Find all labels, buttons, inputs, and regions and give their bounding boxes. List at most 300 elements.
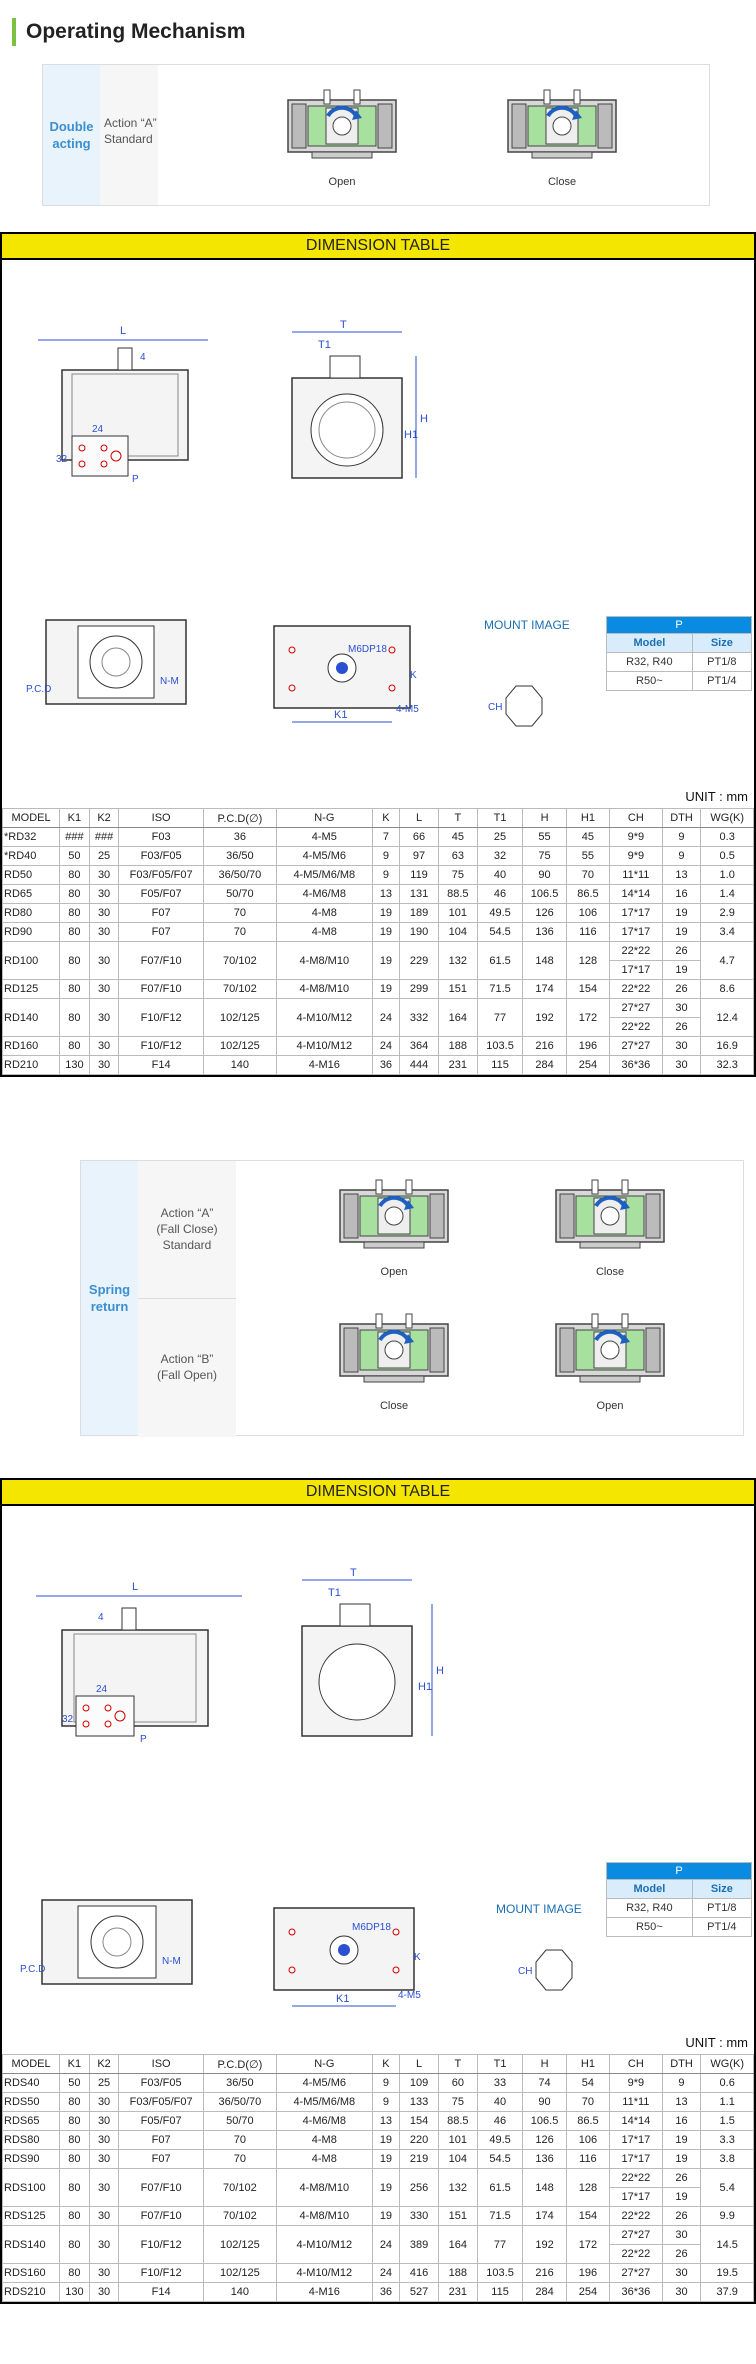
table-cell: 75 <box>523 847 566 866</box>
table-cell: 45 <box>566 828 609 847</box>
table-cell: 9*9 <box>610 847 663 866</box>
table-row <box>3 2207 754 2226</box>
table-cell: 16.9 <box>701 1037 754 1056</box>
column-header: T1 <box>477 809 523 828</box>
port-table-cell: R32, R40 <box>607 653 693 672</box>
table-cell: 30 <box>662 1056 701 1075</box>
table-cell: 30 <box>89 1037 119 1056</box>
table-cell: 19 <box>372 980 399 999</box>
table-cell: 86.5 <box>566 2112 609 2131</box>
table-cell: 19 <box>662 961 701 980</box>
table-cell: 30 <box>89 2226 119 2264</box>
table-row <box>3 2169 754 2188</box>
table-row <box>3 2074 754 2093</box>
column-header: P.C.D(∅) <box>203 2055 276 2074</box>
table-cell: 19 <box>662 2188 701 2207</box>
table-cell: 106.5 <box>523 2112 566 2131</box>
port-table-col-model: Model <box>607 1880 693 1899</box>
table-cell: 36/50 <box>203 847 276 866</box>
table-cell: 45 <box>438 828 477 847</box>
table-cell: 154 <box>566 980 609 999</box>
table-cell: 192 <box>523 999 566 1037</box>
table-cell: 444 <box>400 1056 439 1075</box>
table-cell: F10/F12 <box>119 2226 203 2264</box>
table-cell: F10/F12 <box>119 999 203 1037</box>
table-cell: F03/F05/F07 <box>119 866 203 885</box>
table-cell: 101 <box>438 904 477 923</box>
table-cell: 164 <box>438 999 477 1037</box>
table-cell: 80 <box>60 2093 90 2112</box>
table-cell: 126 <box>523 2131 566 2150</box>
table-cell: 13 <box>662 2093 701 2112</box>
table-cell: 254 <box>566 2283 609 2302</box>
table-cell: 19 <box>372 942 399 980</box>
mount-image-label: MOUNT IMAGE <box>496 1902 582 1916</box>
dim-M5: 4-M5 <box>396 704 419 715</box>
rds-spec-table <box>2 2054 754 2302</box>
table-cell: 71.5 <box>477 980 523 999</box>
model-cell: RDS65 <box>3 2112 60 2131</box>
table-cell: 24 <box>372 999 399 1037</box>
column-header: T <box>438 809 477 828</box>
column-header: L <box>400 2055 439 2074</box>
table-cell: 4-M5/M6 <box>276 2074 372 2093</box>
table-cell: 80 <box>60 980 90 999</box>
column-header: K2 <box>89 809 119 828</box>
table-cell: F10/F12 <box>119 1037 203 1056</box>
table-cell: 5.4 <box>701 2169 754 2207</box>
table-cell: 416 <box>400 2264 439 2283</box>
table-cell: 86.5 <box>566 885 609 904</box>
table-cell: F07/F10 <box>119 2207 203 2226</box>
dim-H: H <box>436 1665 444 1677</box>
table-cell: 151 <box>438 2207 477 2226</box>
table-cell: 188 <box>438 1037 477 1056</box>
table-cell: 36/50 <box>203 2074 276 2093</box>
table-cell: 75 <box>438 2093 477 2112</box>
table-cell: 4-M10/M12 <box>276 1037 372 1056</box>
open-caption: Open <box>380 1266 408 1278</box>
actuator-icon <box>502 86 622 170</box>
table-cell: 26 <box>662 1018 701 1037</box>
model-cell: RD125 <box>3 980 60 999</box>
table-cell: 284 <box>523 1056 566 1075</box>
table-cell: 3.8 <box>701 2150 754 2169</box>
column-header: CH <box>610 2055 663 2074</box>
dim-H1: H1 <box>418 1681 433 1693</box>
dim-K1: K1 <box>334 709 348 721</box>
table-cell: 17*17 <box>610 923 663 942</box>
spring-return-label: Spring return <box>81 1161 138 1435</box>
table-cell: 2.9 <box>701 904 754 923</box>
table-cell: 26 <box>662 2207 701 2226</box>
table-cell: 104 <box>438 923 477 942</box>
table-cell: 13 <box>372 885 399 904</box>
unit-label: UNIT : mm <box>685 789 748 804</box>
table-row <box>3 828 754 847</box>
table-cell: 284 <box>523 2283 566 2302</box>
table-cell: 22*22 <box>610 2245 663 2264</box>
dimension-table-title: DIMENSION TABLE <box>2 234 754 260</box>
table-cell: 4-M10/M12 <box>276 2226 372 2264</box>
port-table-cell: PT1/8 <box>692 1899 751 1918</box>
table-cell: 101 <box>438 2131 477 2150</box>
table-cell: 1.1 <box>701 2093 754 2112</box>
table-cell: 106 <box>566 2131 609 2150</box>
column-header: H <box>523 809 566 828</box>
dim-24: 24 <box>96 1684 108 1695</box>
table-cell: 61.5 <box>477 942 523 980</box>
model-cell: RD65 <box>3 885 60 904</box>
table-row <box>3 2112 754 2131</box>
dim-CH: CH <box>488 702 503 713</box>
table-cell: 133 <box>400 2093 439 2112</box>
table-cell: 4-M8/M10 <box>276 980 372 999</box>
table-cell: 9*9 <box>610 2074 663 2093</box>
table-cell: 389 <box>400 2226 439 2264</box>
spring-b-open-figure <box>550 1310 670 1412</box>
port-table-header: P <box>607 1863 752 1880</box>
column-header: H <box>523 2055 566 2074</box>
table-row <box>3 1056 754 1075</box>
column-header: ISO <box>119 2055 203 2074</box>
actuator-icon <box>334 1310 454 1394</box>
column-header: MODEL <box>3 809 60 828</box>
action-a-description <box>138 1161 236 1299</box>
table-cell: 80 <box>60 2131 90 2150</box>
table-cell: 192 <box>523 2226 566 2264</box>
table-cell: 80 <box>60 2264 90 2283</box>
table-cell: 33 <box>477 2074 523 2093</box>
table-cell: 80 <box>60 2169 90 2207</box>
table-cell: 527 <box>400 2283 439 2302</box>
table-cell: 80 <box>60 885 90 904</box>
table-cell: 80 <box>60 999 90 1037</box>
table-cell: 63 <box>438 847 477 866</box>
dim-4: 4 <box>98 1612 104 1623</box>
table-cell: 102/125 <box>203 2226 276 2264</box>
table-cell: 22*22 <box>610 942 663 961</box>
table-cell: F05/F07 <box>119 885 203 904</box>
column-header: K1 <box>60 809 90 828</box>
table-cell: 90 <box>523 2093 566 2112</box>
standard-line: Standard <box>104 132 153 146</box>
table-cell: 136 <box>523 923 566 942</box>
rd-spec-table <box>2 808 754 1075</box>
table-cell: 36 <box>372 1056 399 1075</box>
dim-pcd: P.C.D <box>26 684 52 695</box>
table-cell: 16 <box>662 2112 701 2131</box>
actuator-icon <box>334 1176 454 1260</box>
table-cell: 30 <box>662 999 701 1018</box>
port-table-cell: R32, R40 <box>607 1899 693 1918</box>
table-cell: 54.5 <box>477 923 523 942</box>
table-cell: 115 <box>477 2283 523 2302</box>
dim-M6: M6DP18 <box>352 1922 391 1933</box>
port-table-cell: R50~ <box>607 1918 693 1937</box>
table-cell: 3.4 <box>701 923 754 942</box>
port-P: P <box>132 474 139 485</box>
table-cell: 14*14 <box>610 2112 663 2131</box>
table-cell: 4-M5/M6/M8 <box>276 866 372 885</box>
port-table-col-size: Size <box>692 634 751 653</box>
table-cell: 106.5 <box>523 885 566 904</box>
table-cell: 24 <box>372 1037 399 1056</box>
table-cell: 172 <box>566 2226 609 2264</box>
table-cell: 22*22 <box>610 2169 663 2188</box>
table-cell: 30 <box>89 2264 119 2283</box>
table-cell: F03/F05 <box>119 2074 203 2093</box>
table-cell: 4-M10/M12 <box>276 999 372 1037</box>
table-cell: 106 <box>566 904 609 923</box>
technical-drawing <box>2 1506 754 2054</box>
column-header: N-G <box>276 2055 372 2074</box>
fall-close-line: (Fall Close) <box>156 1222 218 1236</box>
table-cell: 30 <box>89 866 119 885</box>
table-row <box>3 923 754 942</box>
close-caption: Close <box>595 1266 625 1278</box>
table-cell: 9.9 <box>701 2207 754 2226</box>
table-cell: 119 <box>400 866 439 885</box>
column-header: T <box>438 2055 477 2074</box>
table-cell: 26 <box>662 2169 701 2188</box>
model-cell: RDS80 <box>3 2131 60 2150</box>
model-cell: RDS50 <box>3 2093 60 2112</box>
table-cell: 30 <box>89 2093 119 2112</box>
table-cell: 30 <box>89 904 119 923</box>
table-cell: 77 <box>477 999 523 1037</box>
table-cell: 1.5 <box>701 2112 754 2131</box>
table-cell: 14.5 <box>701 2226 754 2264</box>
model-cell: RD80 <box>3 904 60 923</box>
table-cell: 0.6 <box>701 2074 754 2093</box>
column-header: T1 <box>477 2055 523 2074</box>
column-header: P.C.D(∅) <box>203 809 276 828</box>
table-row <box>3 847 754 866</box>
table-cell: 80 <box>60 923 90 942</box>
table-cell: F07/F10 <box>119 2169 203 2207</box>
table-cell: 4-M5/M6/M8 <box>276 2093 372 2112</box>
action-a-line: Action “A” <box>160 1206 214 1220</box>
table-cell: 4-M6/M8 <box>276 885 372 904</box>
table-cell: 1.0 <box>701 866 754 885</box>
dimension-table-rd <box>0 232 756 1077</box>
table-row <box>3 2093 754 2112</box>
table-cell: 19 <box>662 2150 701 2169</box>
port-table-cell: R50~ <box>607 672 693 691</box>
column-header: MODEL <box>3 2055 60 2074</box>
table-cell: 254 <box>566 1056 609 1075</box>
table-cell: 80 <box>60 2150 90 2169</box>
table-cell: 30 <box>89 942 119 980</box>
table-cell: 27*27 <box>610 2264 663 2283</box>
table-cell: 50 <box>60 847 90 866</box>
dim-4: 4 <box>140 352 146 363</box>
dim-pcd: P.C.D <box>20 1964 46 1975</box>
table-cell: 364 <box>400 1037 439 1056</box>
table-cell: 104 <box>438 2150 477 2169</box>
table-cell: 70 <box>203 2131 276 2150</box>
port-table-col-model: Model <box>607 634 693 653</box>
table-cell: 1.4 <box>701 885 754 904</box>
table-cell: 4-M8/M10 <box>276 2169 372 2207</box>
table-cell: 140 <box>203 1056 276 1075</box>
table-cell: 66 <box>400 828 439 847</box>
mount-image-label: MOUNT IMAGE <box>484 618 570 632</box>
unit-label: UNIT : mm <box>685 2035 748 2050</box>
dim-32: 32 <box>56 454 68 465</box>
table-cell: 80 <box>60 866 90 885</box>
table-cell: 172 <box>566 999 609 1037</box>
dimension-drawings <box>2 1506 754 2054</box>
table-cell: 54.5 <box>477 2150 523 2169</box>
table-cell: 216 <box>523 2264 566 2283</box>
table-cell: 174 <box>523 2207 566 2226</box>
spring-a-close-figure <box>550 1176 670 1278</box>
table-cell: 70/102 <box>203 980 276 999</box>
port-size-table <box>606 616 752 691</box>
column-header: L <box>400 809 439 828</box>
table-cell: 30 <box>662 2226 701 2245</box>
fall-open-line: (Fall Open) <box>156 1368 218 1382</box>
dimension-table-rds <box>0 1478 756 2304</box>
action-a-line: Action “A” <box>104 116 157 130</box>
model-cell: RD100 <box>3 942 60 980</box>
table-cell: 154 <box>400 2112 439 2131</box>
table-cell: 9 <box>372 866 399 885</box>
table-cell: 36*36 <box>610 2283 663 2302</box>
table-cell: 4-M5 <box>276 828 372 847</box>
dim-nm: N-M <box>162 1956 181 1967</box>
table-cell: 19.5 <box>701 2264 754 2283</box>
table-cell: 9 <box>662 828 701 847</box>
table-cell: 37.9 <box>701 2283 754 2302</box>
table-row <box>3 999 754 1018</box>
table-cell: 24 <box>372 2264 399 2283</box>
table-cell: 116 <box>566 923 609 942</box>
table-cell: 46 <box>477 885 523 904</box>
table-cell: 25 <box>89 2074 119 2093</box>
table-cell: 71.5 <box>477 2207 523 2226</box>
table-cell: 4-M8/M10 <box>276 2207 372 2226</box>
table-cell: 40 <box>477 2093 523 2112</box>
table-cell: 11*11 <box>610 2093 663 2112</box>
column-header: ISO <box>119 809 203 828</box>
column-header: N-G <box>276 809 372 828</box>
table-cell: 30 <box>89 1056 119 1075</box>
table-cell: 131 <box>400 885 439 904</box>
table-cell: 219 <box>400 2150 439 2169</box>
table-cell: 13 <box>372 2112 399 2131</box>
table-cell: 74 <box>523 2074 566 2093</box>
action-b-line: Action “B” <box>160 1352 214 1366</box>
table-cell: 330 <box>400 2207 439 2226</box>
table-cell: 231 <box>438 1056 477 1075</box>
table-cell: 4-M8 <box>276 2131 372 2150</box>
table-cell: 30 <box>89 923 119 942</box>
table-cell: 4-M16 <box>276 1056 372 1075</box>
table-cell: 9 <box>372 2093 399 2112</box>
spring-b-close-figure <box>334 1310 454 1412</box>
table-cell: 24 <box>372 2226 399 2264</box>
table-cell: 229 <box>400 942 439 980</box>
table-cell: 216 <box>523 1037 566 1056</box>
model-cell: *RD32 <box>3 828 60 847</box>
table-row <box>3 942 754 961</box>
table-cell: 30 <box>89 2283 119 2302</box>
table-cell: 26 <box>662 942 701 961</box>
table-cell: 3.3 <box>701 2131 754 2150</box>
table-cell: 136 <box>523 2150 566 2169</box>
table-cell: 11*11 <box>610 866 663 885</box>
table-cell: 30 <box>662 2264 701 2283</box>
table-cell: 256 <box>400 2169 439 2207</box>
model-cell: RDS210 <box>3 2283 60 2302</box>
table-row <box>3 1037 754 1056</box>
table-cell: 4-M10/M12 <box>276 2264 372 2283</box>
table-row <box>3 2264 754 2283</box>
table-cell: 19 <box>662 923 701 942</box>
actuator-close-figure <box>502 86 622 188</box>
model-cell: RDS40 <box>3 2074 60 2093</box>
table-cell: 19 <box>662 2131 701 2150</box>
table-cell: 70/102 <box>203 2169 276 2207</box>
open-caption: Open <box>328 176 356 188</box>
table-row <box>3 866 754 885</box>
table-cell: 30 <box>89 980 119 999</box>
table-row <box>3 2131 754 2150</box>
model-cell: *RD40 <box>3 847 60 866</box>
port-size-table <box>606 1862 752 1937</box>
table-cell: 4-M5/M6 <box>276 847 372 866</box>
table-cell: 32 <box>477 847 523 866</box>
table-cell: 49.5 <box>477 2131 523 2150</box>
dim-nm: N-M <box>160 676 179 687</box>
table-cell: 0.3 <box>701 828 754 847</box>
page-title: Operating Mechanism <box>12 18 245 46</box>
table-cell: 115 <box>477 1056 523 1075</box>
table-cell: 126 <box>523 904 566 923</box>
column-header: K <box>372 2055 399 2074</box>
table-cell: 332 <box>400 999 439 1037</box>
table-cell: 22*22 <box>610 1018 663 1037</box>
dim-24: 24 <box>92 424 104 435</box>
table-cell: 90 <box>523 866 566 885</box>
table-cell: 50/70 <box>203 885 276 904</box>
table-cell: 32.3 <box>701 1056 754 1075</box>
table-cell: 19 <box>372 2207 399 2226</box>
table-row <box>3 2226 754 2245</box>
model-cell: RD210 <box>3 1056 60 1075</box>
table-cell: F14 <box>119 1056 203 1075</box>
table-cell: 19 <box>372 904 399 923</box>
actuator-icon <box>550 1310 670 1394</box>
table-cell: 25 <box>477 828 523 847</box>
table-cell: F07 <box>119 2150 203 2169</box>
table-cell: 30 <box>662 1037 701 1056</box>
table-row <box>3 2150 754 2169</box>
table-cell: 132 <box>438 942 477 980</box>
dimension-table-title: DIMENSION TABLE <box>2 1480 754 1506</box>
table-cell: 9 <box>662 2074 701 2093</box>
table-cell: 17*17 <box>610 2150 663 2169</box>
table-cell: 30 <box>89 2150 119 2169</box>
table-cell: 109 <box>400 2074 439 2093</box>
port-table-col-size: Size <box>692 1880 751 1899</box>
table-cell: ### <box>60 828 90 847</box>
table-cell: 4.7 <box>701 942 754 980</box>
table-cell: 50/70 <box>203 2112 276 2131</box>
